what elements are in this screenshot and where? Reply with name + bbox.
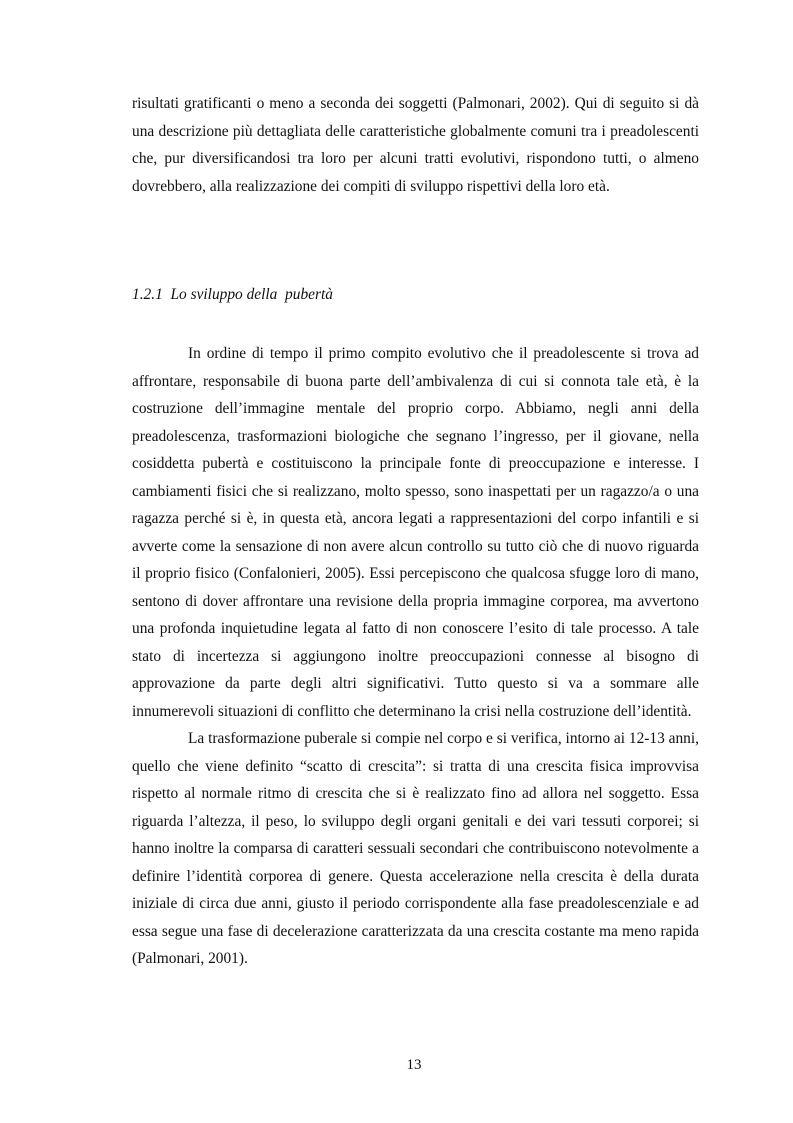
section-heading: 1.2.1 Lo sviluppo della pubertà [132, 286, 333, 303]
intro-paragraph-block [132, 90, 699, 200]
intro-paragraph: risultati gratificanti o meno a seconda dei soggetti (Palmonari, 2002). Qui di seguito si dà una descrizione più dettagliata delle caratteristiche globalmente comuni tra i preadolescenti che, pur diversificandosi tra loro per alcuni tratti evolutivi, rispondono tutti, o almeno dovrebbero, alla realizzazione dei compiti di sviluppo rispettivi della loro età. [132, 95, 699, 195]
body-paragraph-1: In ordine di tempo il primo compito evolutivo che il preadolescente si trova ad affrontare, responsabile di buona parte dell’ambivalenza di cui si connota tale età, è la costruzione dell’immagine mentale del proprio corpo. Abbiamo, negli anni della preadolescenza, trasformazioni biologiche che segnano l’ingresso, per il giovane, nella cosiddetta pubertà e costituiscono la principale fonte di preoccupazione e interesse. I cambiamenti fisici che si realizzano, molto spesso, sono inaspettati per un ragazzo/a o una ragazza perché si è, in questa età, ancora legati a rappresentazioni del corpo infantili e si avverte come la sensazione di non avere alcun controllo su tutto ciò che di nuovo riguarda il proprio fisico (Confalonieri, 2005). Essi percepiscono che qualcosa sfugge loro di mano, sentono di dover affrontare una revisione della propria immagine corporea, ma avvertono una profonda inquietudine legata al fatto di non conoscere l’esito di tale processo. A tale stato di incertezza si aggiungono inoltre preoccupazioni connesse al bisogno di approvazione da parte degli altri significativi. Tutto questo si va a sommare alle innumerevoli situazioni di conflitto che determinano la crisi nella costruzione dell’identità. [132, 345, 699, 720]
page-number: 13 [406, 1057, 422, 1073]
section-body [132, 340, 699, 973]
body-paragraph-2: La trasformazione puberale si compie nel corpo e si verifica, intorno ai 12-13 anni, quello che viene definito “scatto di crescita”: si tratta di una crescita fisica improvvisa rispetto al normale ritmo di crescita che si è realizzato fino ad allora nel soggetto. Essa riguarda l’altezza, il peso, lo sviluppo degli organi genitali e dei vari tessuti corporei; si hanno inoltre la comparsa di caratteri sessuali secondari che contribuiscono notevolmente a definire l’identità corporea di genere. Questa accelerazione nella crescita è della durata iniziale di circa due anni, giusto il periodo corrispondente alla fase preadolescenziale e ad essa segue una fase di decelerazione caratterizzata da una crescita costante ma meno rapida (Palmonari, 2001). [132, 730, 699, 967]
